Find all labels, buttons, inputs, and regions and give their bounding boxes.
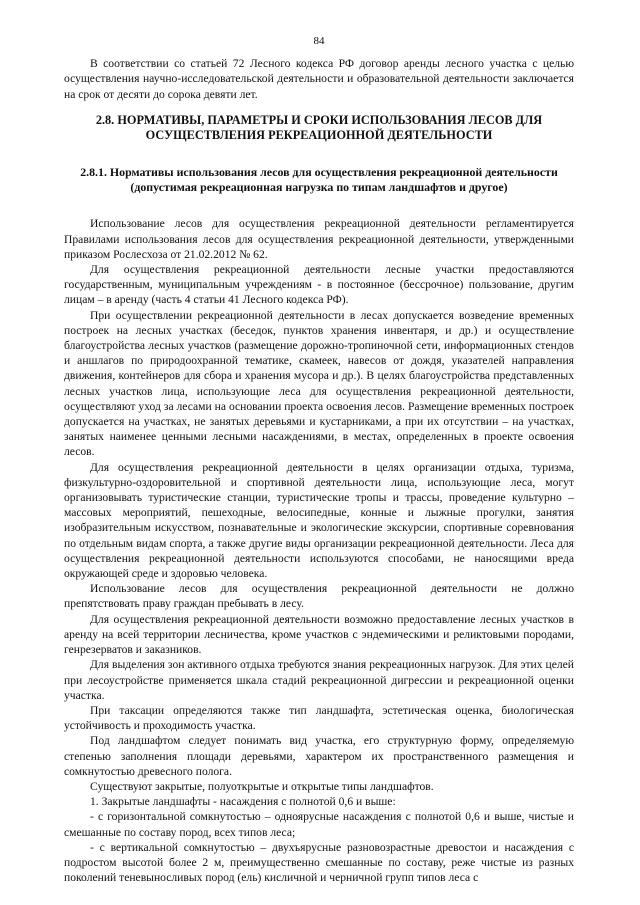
- body-paragraph-1: Использование лесов для осуществления рекреационной деятельности регламентируется Правилами использования лесов для осуществления рекреационной деятельности, утвержденными приказом Рослесхоза от 21.02.2012 № 62.: [64, 217, 574, 261]
- body-paragraph-13: - с вертикальной сомкнутостью – двухъярусные разновозрастные древостои и насаждения с подростом высотой более 2 м, преимущественно смешанные по составу, реже чистые из разных поколений теневыносливых пород (ель) кисличной и черничной групп типов леса с: [64, 840, 574, 885]
- body-paragraph-10: Существуют закрытые, полуоткрытые и открытые типы ландшафтов.: [90, 779, 434, 793]
- subsection-heading: 2.8.1. Нормативы использования лесов для осуществления рекреационной деятельности (допустимая рекреационная нагрузка по типам ландшафтов и другое): [80, 164, 558, 195]
- body-paragraph-4: Для осуществления рекреационной деятельности в целях организации отдыха, туризма, физкультурно-оздоровительной и спортивной деятельности лица, использующие леса, могут организовывать туристические станции, туристические тропы и трассы, проведение культурно – массовых мероприятий, пешеходные, велосипедные, конные и лыжные прогулки, занятия изобразительным искусством, познавательные и экологические экскурсии, спортивные соревнования по отдельным видам спорта, а также другие виды организации рекреационной деятельности. Леса для осуществления рекреационной деятельности используются способами, не наносящими вреда окружающей среде и здоровью человека.: [64, 460, 574, 581]
- page-number: 84: [313, 35, 325, 47]
- body-paragraph-2: Для осуществления рекреационной деятельности лесные участки предоставляются государственным, муниципальным учреждениям - в постоянное (бессрочное) пользование, другим лицам – в аренду (часть 4 статьи 41 Лесного кодекса РФ).: [64, 263, 574, 307]
- body-paragraph-8: При таксации определяются также тип ландшафта, эстетическая оценка, биологическая устойчивость и проходимость участка.: [64, 703, 574, 733]
- body-paragraph-7: Для выделения зон активного отдыха требуются знания рекреационных нагрузок. Для этих целей при лесоустройстве применяется шкала стадий рекреационной дигрессии и рекреационной оценки участка.: [64, 658, 574, 702]
- body-paragraph-6: Для осуществления рекреационной деятельности возможно предоставление лесных участков в аренду на всей территории лесничества, кроме участков с эндемическими и реликтовыми породами, генрезерватов и заказников.: [64, 612, 574, 657]
- body-paragraph-11: 1. Закрытые ландшафты - насаждения с полнотой 0,6 и выше:: [90, 795, 396, 809]
- body-paragraph-9: Под ландшафтом следует понимать вид участка, его структурную форму, определяемую степенью заполнения площади деревьями, характером их пространственного размещения и сомкнутостью древесного полога.: [64, 734, 574, 778]
- intro-paragraph: В соответствии со статьей 72 Лесного кодекса РФ договор аренды лесного участка с целью осуществления научно-исследовательской деятельности и образовательной деятельности заключается на срок от десяти до сорока девяти лет.: [64, 57, 574, 101]
- body-paragraph-5: Использование лесов для осуществления рекреационной деятельности не должно препятствовать праву граждан пребывать в лесу.: [64, 582, 574, 611]
- body-paragraph-3: При осуществлении рекреационной деятельности в лесах допускается возведение временных построек на лесных участках (беседок, пунктов хранения инвентаря, и др.) и осуществление благоустройства лесных участков (размещение дорожно-тропиночной сети, информационных стендов и аншлагов по природоохранной тематике, скамеек, навесов от дождя, указателей направления движения, контейнеров для сбора и хранения мусора и др.). В целях благоустройства представленных лесных участков лица, использующие леса для осуществления рекреационной деятельности, осуществляют уход за лесами на основании проекта освоения лесов. Размещение временных построек допускается на участках, не занятых деревьями и кустарниками, а при их отсутствии – на участках, занятых наименее ценными лесными насаждениями, в местах, определенных в проекте освоения лесов.: [64, 308, 574, 459]
- section-heading: 2.8. НОРМАТИВЫ, ПАРАМЕТРЫ И СРОКИ ИСПОЛЬЗОВАНИЯ ЛЕСОВ ДЛЯ ОСУЩЕСТВЛЕНИЯ РЕКРЕАЦИОННОЙ ДЕЯТЕЛЬНОСТИ: [95, 112, 543, 143]
- body-paragraph-12: - с горизонтальной сомкнутостью – одноярусные насаждения с полнотой 0,6 и выше, чистые и смешанные по составу пород, всех типов леса;: [64, 810, 574, 839]
